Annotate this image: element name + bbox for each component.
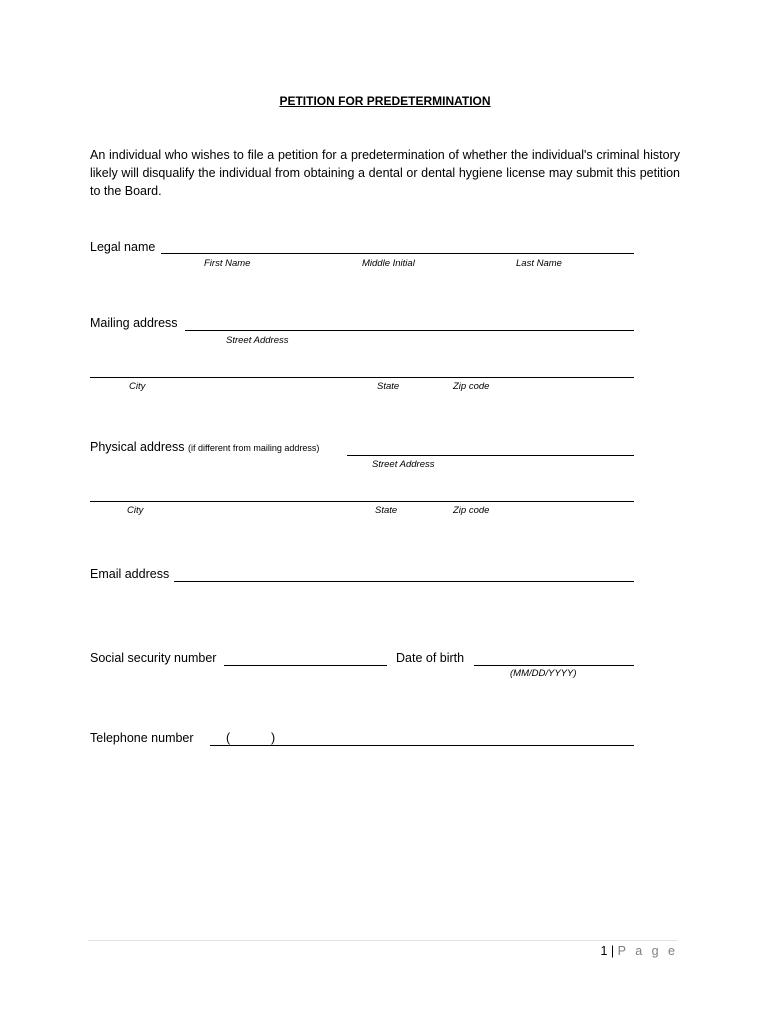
physical-state-caption: State bbox=[375, 505, 398, 516]
physical-address-label bbox=[90, 440, 319, 454]
dob-field[interactable] bbox=[474, 665, 634, 666]
mailing-street-caption: Street Address bbox=[226, 335, 289, 346]
dob-format-caption: (MM/DD/YYYY) bbox=[510, 668, 577, 679]
area-code-open-paren: ( bbox=[226, 731, 231, 745]
page-title: PETITION FOR PREDETERMINATION bbox=[279, 94, 491, 108]
physical-street-field[interactable] bbox=[347, 455, 634, 456]
mailing-city-state-zip-field[interactable] bbox=[90, 377, 634, 378]
physical-address-note: (if different from mailing address) bbox=[187, 443, 320, 453]
mailing-state-caption: State bbox=[377, 381, 400, 392]
mailing-city-caption: City bbox=[129, 381, 146, 392]
page-word: P a g e bbox=[617, 944, 678, 958]
telephone-label: Telephone number bbox=[90, 731, 194, 745]
ssn-label: Social security number bbox=[90, 651, 217, 665]
mailing-address-label: Mailing address bbox=[90, 316, 178, 330]
physical-street-caption: Street Address bbox=[372, 459, 435, 470]
ssn-field[interactable] bbox=[224, 665, 387, 666]
footer-divider bbox=[88, 940, 678, 941]
mailing-zip-caption: Zip code bbox=[453, 381, 490, 392]
intro-paragraph: An individual who wishes to file a petition for a predetermination of whether the individual's criminal history likely will disqualify the individual from obtaining a dental or dental hygiene license may submit this petition to the Board. bbox=[90, 148, 680, 198]
dob-label: Date of birth bbox=[396, 651, 465, 665]
page-number-footer bbox=[600, 944, 678, 958]
physical-city-caption: City bbox=[127, 505, 144, 516]
middle-initial-caption: Middle Initial bbox=[362, 258, 415, 269]
email-address-field[interactable] bbox=[174, 581, 634, 582]
physical-city-state-zip-field[interactable] bbox=[90, 501, 634, 502]
telephone-field[interactable] bbox=[210, 745, 634, 746]
last-name-caption: Last Name bbox=[516, 258, 562, 269]
legal-name-field[interactable] bbox=[161, 253, 634, 254]
first-name-caption: First Name bbox=[204, 258, 251, 269]
physical-address-label-text: Physical address bbox=[90, 440, 185, 454]
email-address-label: Email address bbox=[90, 567, 170, 581]
legal-name-label: Legal name bbox=[90, 240, 156, 254]
page-number: 1 bbox=[600, 944, 608, 958]
page-separator: | bbox=[610, 944, 615, 958]
physical-zip-caption: Zip code bbox=[453, 505, 490, 516]
mailing-street-field[interactable] bbox=[185, 330, 634, 331]
area-code-close-paren: ) bbox=[271, 731, 276, 745]
